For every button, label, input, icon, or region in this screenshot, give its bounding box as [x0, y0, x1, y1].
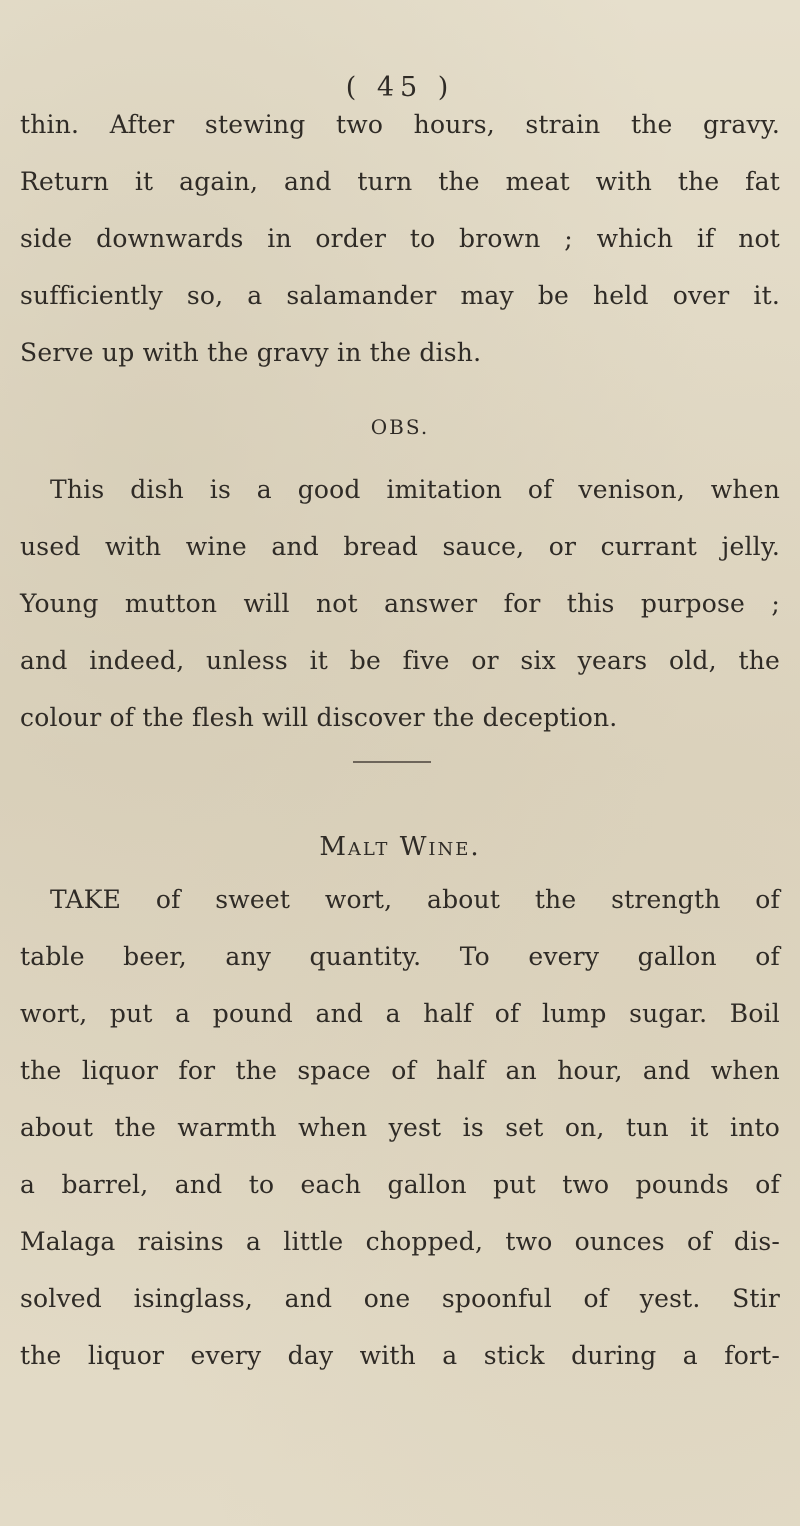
- paragraph-1-line: Return it again, and turn the meat with the fat: [20, 167, 780, 196]
- paragraph-3-line: about the warmth when yest is set on, tun it into: [20, 1113, 780, 1142]
- paragraph-2-line: used with wine and bread sauce, or currant jelly.: [20, 532, 780, 561]
- paragraph-1-line: Serve up with the gravy in the dish.: [20, 338, 482, 367]
- paragraph-3-line: TAKE of sweet wort, about the strength of: [50, 885, 780, 914]
- paragraph-3-line: solved isinglass, and one spoonful of yest. Stir: [20, 1284, 780, 1313]
- paragraph-3-line: table beer, any quantity. To every gallon of: [20, 942, 780, 971]
- paragraph-3-line: Malaga raisins a little chopped, two ounces of dis-: [20, 1227, 780, 1256]
- paragraph-1-line: side downwards in order to brown ; which if not: [20, 224, 780, 253]
- paragraph-3-line: a barrel, and to each gallon put two pounds of: [20, 1170, 780, 1199]
- paragraph-3-line: wort, put a pound and a half of lump sugar. Boil: [20, 999, 780, 1028]
- section-divider: [353, 761, 431, 763]
- paragraph-1-line: sufficiently so, a salamander may be held over it.: [20, 281, 780, 310]
- paragraph-2-line: colour of the flesh will discover the deception.: [20, 703, 618, 732]
- paragraph-2-line: Young mutton will not answer for this purpose ;: [20, 589, 780, 618]
- paragraph-2-line: and indeed, unless it be five or six years old, the: [20, 646, 780, 675]
- paragraph-3-line: the liquor every day with a stick during a fort-: [20, 1341, 780, 1370]
- obs-heading: OBS.: [370, 415, 430, 439]
- paragraph-1-line: thin. After stewing two hours, strain the gravy.: [20, 110, 780, 139]
- section-heading: Malt Wine.: [319, 832, 481, 862]
- page-number: ( 45 ): [345, 72, 455, 103]
- paragraph-2-line: This dish is a good imitation of venison, when: [50, 475, 780, 504]
- paragraph-3-line: the liquor for the space of half an hour, and when: [20, 1056, 780, 1085]
